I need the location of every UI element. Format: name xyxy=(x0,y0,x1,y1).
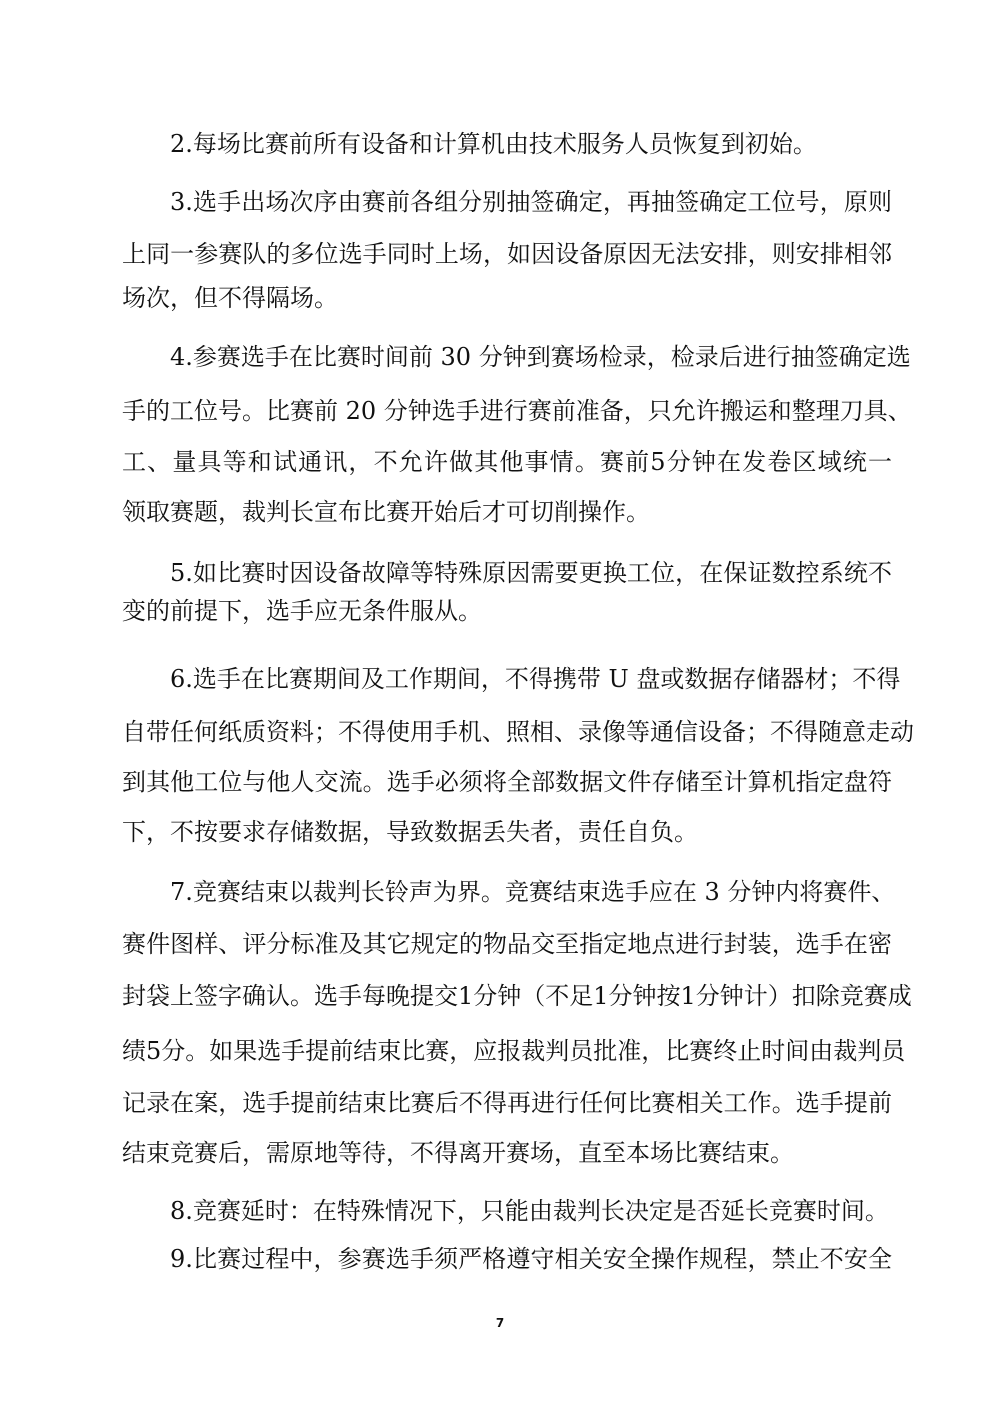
paragraph-7-line-4: 绩5分。如果选手提前结束比赛，应报裁判员批准，比赛终止时间由裁判员 xyxy=(122,1037,906,1065)
paragraph-4-line-2: 手的工位号。比赛前 20 分钟选手进行赛前准备，只允许搬运和整理刀具、 xyxy=(122,397,912,425)
paragraph-5-line-1: 5.如比赛时因设备故障等特殊原因需要更换工位，在保证数控系统不 xyxy=(170,559,892,587)
paragraph-7-line-2: 赛件图样、评分标准及其它规定的物品交至指定地点进行封装，选手在密 xyxy=(122,930,892,958)
page-number: 7 xyxy=(495,1316,505,1330)
paragraph-6-line-2: 自带任何纸质资料；不得使用手机、照相、录像等通信设备；不得随意走动 xyxy=(122,718,914,746)
paragraph-4-line-1: 4.参赛选手在比赛时间前 30 分钟到赛场检录，检录后进行抽签确定选 xyxy=(170,343,911,371)
paragraph-4-line-3: 工、量具等和试通讯，不允许做其他事情。赛前5分钟在发卷区域统一 xyxy=(122,448,892,476)
paragraph-7-line-5: 记录在案，选手提前结束比赛后不得再进行任何比赛相关工作。选手提前 xyxy=(122,1089,892,1117)
paragraph-3-line-3: 场次，但不得隔场。 xyxy=(122,284,338,312)
paragraph-6-line-4: 下，不按要求存储数据，导致数据丢失者，责任自负。 xyxy=(122,818,698,846)
paragraph-6-line-3: 到其他工位与他人交流。选手必须将全部数据文件存储至计算机指定盘符 xyxy=(122,768,892,796)
paragraph-7-line-1: 7.竞赛结束以裁判长铃声为界。竞赛结束选手应在 3 分钟内将赛件、 xyxy=(170,878,896,906)
paragraph-8-line-1: 8.竞赛延时：在特殊情况下，只能由裁判长决定是否延长竞赛时间。 xyxy=(170,1197,889,1225)
paragraph-4-line-4: 领取赛题，裁判长宣布比赛开始后才可切削操作。 xyxy=(122,498,650,526)
paragraph-5-line-2: 变的前提下，选手应无条件服从。 xyxy=(122,597,482,625)
paragraph-7-line-6: 结束竞赛后，需原地等待，不得离开赛场，直至本场比赛结束。 xyxy=(122,1139,794,1167)
paragraph-9-line-1: 9.比赛过程中，参赛选手须严格遵守相关安全操作规程，禁止不安全 xyxy=(170,1245,892,1273)
paragraph-3-line-1: 3.选手出场次序由赛前各组分别抽签确定，再抽签确定工位号，原则 xyxy=(170,188,892,216)
paragraph-2-line-1: 2.每场比赛前所有设备和计算机由技术服务人员恢复到初始。 xyxy=(170,130,817,158)
paragraph-6-line-1: 6.选手在比赛期间及工作期间，不得携带 U 盘或数据存储器材；不得 xyxy=(170,665,901,693)
paragraph-3-line-2: 上同一参赛队的多位选手同时上场，如因设备原因无法安排，则安排相邻 xyxy=(122,240,892,268)
paragraph-7-line-3: 封袋上签字确认。选手每晚提交1分钟（不足1分钟按1分钟计）扣除竞赛成 xyxy=(122,982,912,1010)
